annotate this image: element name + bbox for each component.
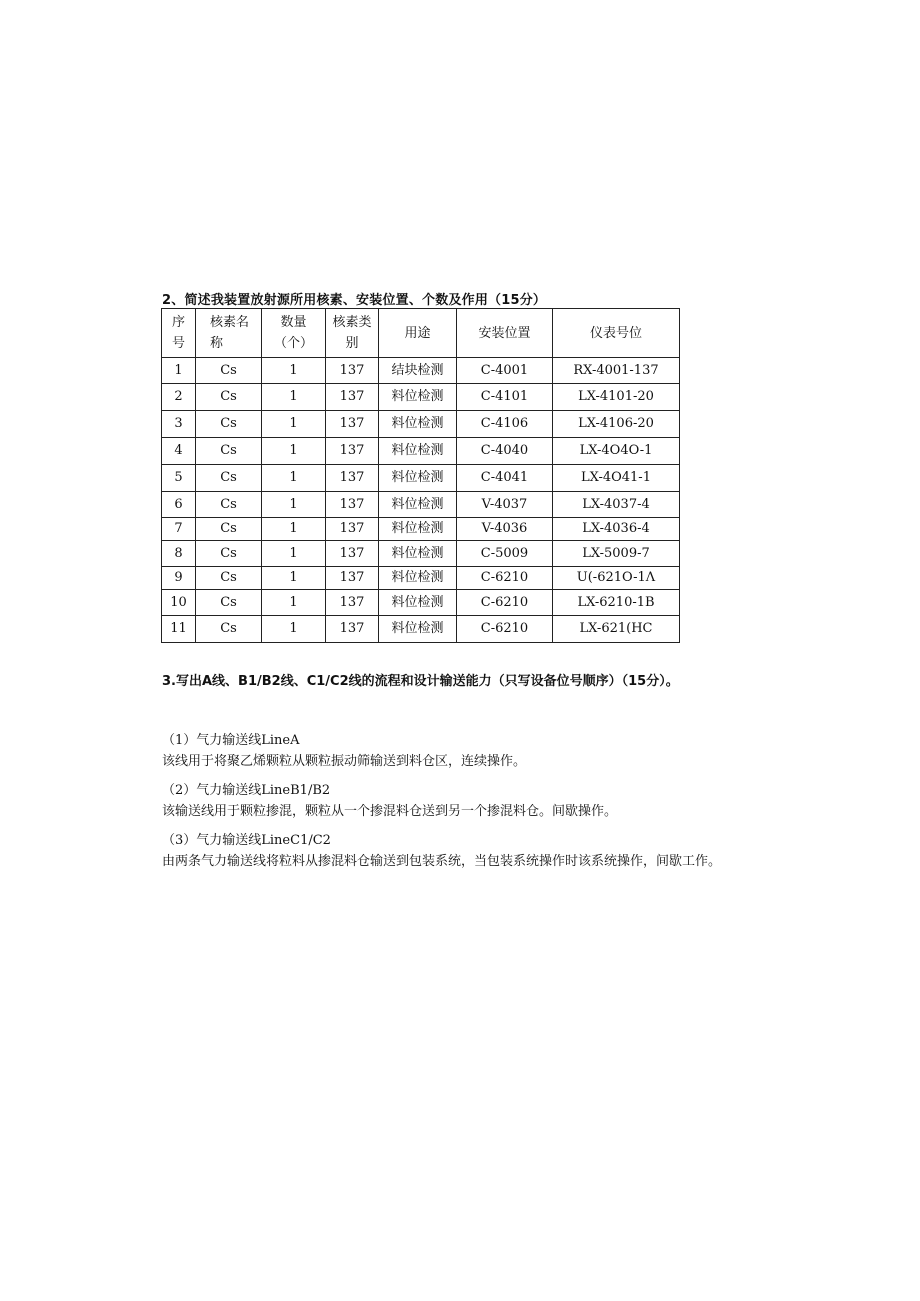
table-cell: Cs xyxy=(196,384,262,411)
table-cell: C-6210 xyxy=(457,590,553,616)
header-cell: 序号 xyxy=(162,309,196,358)
table-row xyxy=(162,616,680,643)
table-cell: 1 xyxy=(262,492,326,518)
table-cell: Cs xyxy=(196,518,262,541)
table-cell: 137 xyxy=(326,590,379,616)
table-cell: 3 xyxy=(162,411,196,438)
table-row xyxy=(162,384,680,411)
table-cell: 料位检测 xyxy=(379,465,457,492)
table-cell: 1 xyxy=(262,411,326,438)
table-cell: Cs xyxy=(196,616,262,643)
table-cell: LX-4101-20 xyxy=(553,384,680,411)
table-cell: RX-4001-137 xyxy=(553,358,680,384)
table-cell: 137 xyxy=(326,541,379,567)
table-cell: 结块检测 xyxy=(379,358,457,384)
table-row xyxy=(162,358,680,384)
table-cell: Cs xyxy=(196,590,262,616)
table-cell: 料位检测 xyxy=(379,590,457,616)
table-cell: LX-4036-4 xyxy=(553,518,680,541)
table-cell: LX-4037-4 xyxy=(553,492,680,518)
table-cell: 1 xyxy=(262,465,326,492)
table-cell: 料位检测 xyxy=(379,411,457,438)
table-cell: 料位检测 xyxy=(379,616,457,643)
question-2-title: 2、简述我装置放射源所用核素、安装位置、个数及作用（15分） xyxy=(162,293,547,308)
table-cell: 4 xyxy=(162,438,196,465)
table-cell: 料位检测 xyxy=(379,384,457,411)
table-cell: 料位检测 xyxy=(379,438,457,465)
table-cell: C-4041 xyxy=(457,465,553,492)
table-cell: C-6210 xyxy=(457,567,553,590)
table-row xyxy=(162,567,680,590)
table-cell: C-4040 xyxy=(457,438,553,465)
table-cell: LX-4106-20 xyxy=(553,411,680,438)
table-cell: C-6210 xyxy=(457,616,553,643)
table-cell: LX-6210-1B xyxy=(553,590,680,616)
table-row xyxy=(162,465,680,492)
line-b-label: （2）气力输送线LineB1/B2 xyxy=(162,783,331,798)
header-cell: 仪表号位 xyxy=(553,309,680,358)
table-cell: 1 xyxy=(262,567,326,590)
table-header-row xyxy=(162,309,680,358)
table-cell: 137 xyxy=(326,567,379,590)
line-c-section xyxy=(162,830,722,872)
table-cell: V-4037 xyxy=(457,492,553,518)
table-cell: C-4101 xyxy=(457,384,553,411)
line-a-description: 该线用于将聚乙烯颗粒从颗粒振动筛输送到料仓区，连续操作。 xyxy=(162,754,527,769)
header-cell: 数量（个） xyxy=(262,309,326,358)
radiation-source-table xyxy=(161,308,680,643)
table-cell: 1 xyxy=(262,616,326,643)
question-3-title: 3.写出A线、B1/B2线、C1/C2线的流程和设计输送能力（只写设备位号顺序）（15分）。 xyxy=(162,674,679,689)
table-cell: Cs xyxy=(196,567,262,590)
line-c-label: （3）气力输送线LineC1/C2 xyxy=(162,833,331,848)
table-row xyxy=(162,590,680,616)
header-cell: 核素名称 xyxy=(196,309,262,358)
table-row xyxy=(162,541,680,567)
table-cell: U(-621O-1Λ xyxy=(553,567,680,590)
table-row xyxy=(162,518,680,541)
table-cell: 6 xyxy=(162,492,196,518)
table-row xyxy=(162,438,680,465)
table-cell: 137 xyxy=(326,438,379,465)
table-cell: 137 xyxy=(326,492,379,518)
line-a-section xyxy=(162,730,722,772)
table-cell: 7 xyxy=(162,518,196,541)
table-cell: 137 xyxy=(326,518,379,541)
table-row xyxy=(162,411,680,438)
table-cell: LX-621(HC xyxy=(553,616,680,643)
table-cell: Cs xyxy=(196,465,262,492)
table-cell: LX-4O4O-1 xyxy=(553,438,680,465)
table-cell: V-4036 xyxy=(457,518,553,541)
table-cell: LX-5009-7 xyxy=(553,541,680,567)
table-cell: 1 xyxy=(262,590,326,616)
table-cell: 2 xyxy=(162,384,196,411)
table-cell: 1 xyxy=(162,358,196,384)
table-cell: C-4001 xyxy=(457,358,553,384)
table-cell: 137 xyxy=(326,384,379,411)
table-cell: C-4106 xyxy=(457,411,553,438)
header-cell: 用途 xyxy=(379,309,457,358)
table-cell: Cs xyxy=(196,492,262,518)
table-cell: 8 xyxy=(162,541,196,567)
table-cell: 137 xyxy=(326,358,379,384)
line-b-description: 该输送线用于颗粒掺混，颗粒从一个掺混料仓送到另一个掺混料仓。间歇操作。 xyxy=(162,804,618,819)
table-cell: 137 xyxy=(326,411,379,438)
table-cell: 5 xyxy=(162,465,196,492)
table-cell: 料位检测 xyxy=(379,518,457,541)
table-cell: Cs xyxy=(196,541,262,567)
table-cell: 137 xyxy=(326,465,379,492)
table-cell: LX-4O41-1 xyxy=(553,465,680,492)
table-cell: C-5009 xyxy=(457,541,553,567)
table-cell: 9 xyxy=(162,567,196,590)
table-cell: 10 xyxy=(162,590,196,616)
table-cell: 1 xyxy=(262,541,326,567)
line-c-description: 由两条气力输送线将粒料从掺混料仓输送到包装系统，当包装系统操作时该系统操作，间歇工作。 xyxy=(162,854,722,869)
table-cell: 11 xyxy=(162,616,196,643)
table-cell: 料位检测 xyxy=(379,492,457,518)
table-cell: Cs xyxy=(196,411,262,438)
table-cell: 1 xyxy=(262,358,326,384)
table-cell: Cs xyxy=(196,358,262,384)
table-row xyxy=(162,492,680,518)
table-cell: Cs xyxy=(196,438,262,465)
table-cell: 1 xyxy=(262,438,326,465)
table-cell: 1 xyxy=(262,518,326,541)
header-cell: 核素类别 xyxy=(326,309,379,358)
line-b-section xyxy=(162,780,722,822)
header-cell: 安装位置 xyxy=(457,309,553,358)
table-cell: 料位检测 xyxy=(379,567,457,590)
line-a-label: （1）气力输送线LineA xyxy=(162,733,300,748)
table-cell: 1 xyxy=(262,384,326,411)
table-cell: 料位检测 xyxy=(379,541,457,567)
table-cell: 137 xyxy=(326,616,379,643)
